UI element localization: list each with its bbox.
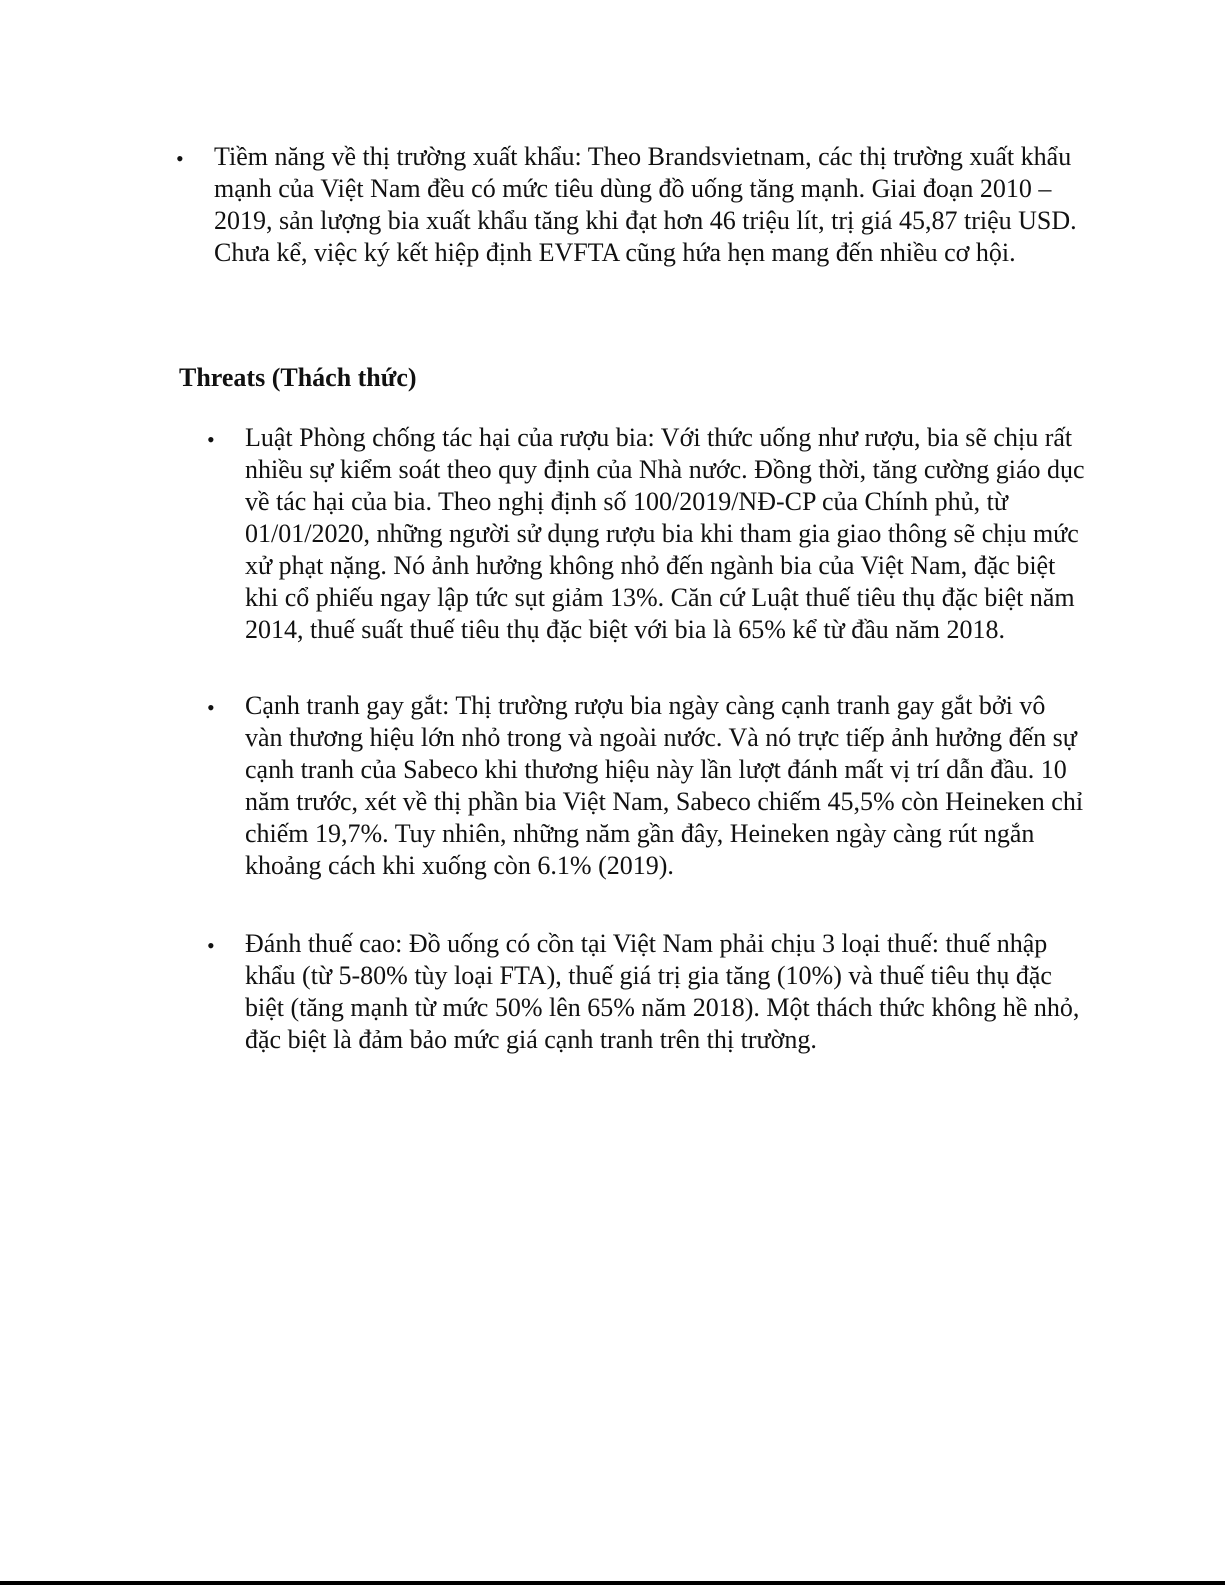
bullet-marker: • xyxy=(207,427,215,452)
bullet-marker: • xyxy=(207,695,215,720)
threats-heading: Threats (Thách thức) xyxy=(179,363,417,392)
threat-competition-paragraph: Cạnh tranh gay gắt: Thị trường rượu bia ngày càng cạnh tranh gay gắt bởi vô vàn thương hiệu lớn nhỏ trong và ngoài nước. Và nó trực tiếp ảnh hưởng đến sự cạnh tranh của Sabeco khi thương hiệu này lần lượt đánh mất vị trí dẫn đầu. 10 năm trước, xét về thị phần bia Việt Nam, Sabeco chiếm 45,5% còn Heineken chỉ chiếm 19,7%. Tuy nhiên, những năm gần đây, Heineken ngày càng rút ngắn khoảng cách khi xuống còn 6.1% (2019). xyxy=(245,691,1084,880)
bottom-border xyxy=(0,1581,1225,1585)
threat-alcohol-law-paragraph: Luật Phòng chống tác hại của rượu bia: Với thức uống như rượu, bia sẽ chịu rất nhiều sự kiểm soát theo quy định của Nhà nước. Đồng thời, tăng cường giáo dục về tác hại của bia. Theo nghị định số 100/2019/NĐ-CP của Chính phủ, từ 01/01/2020, những người sử dụng rượu bia khi tham gia giao thông sẽ chịu mức xử phạt nặng. Nó ảnh hưởng không nhỏ đến ngành bia của Việt Nam, đặc biệt khi cổ phiếu ngay lập tức sụt giảm 13%. Căn cứ Luật thuế tiêu thụ đặc biệt năm 2014, thuế suất thuế tiêu thụ đặc biệt với bia là 65% kể từ đầu năm 2018. xyxy=(245,423,1085,644)
threat-high-tax-paragraph: Đánh thuế cao: Đồ uống có cồn tại Việt Nam phải chịu 3 loại thuế: thuế nhập khẩu (từ 5-80% tùy loại FTA), thuế giá trị gia tăng (10%) và thuế tiêu thụ đặc biệt (tăng mạnh từ mức 50% lên 65% năm 2018). Một thách thức không hề nhỏ, đặc biệt là đảm bảo mức giá cạnh tranh trên thị trường. xyxy=(245,929,1080,1054)
bullet-marker: • xyxy=(176,146,184,171)
export-potential-paragraph: Tiềm năng về thị trường xuất khẩu: Theo Brandsvietnam, các thị trường xuất khẩu mạnh của Việt Nam đều có mức tiêu dùng đồ uống tăng mạnh. Giai đoạn 2010 – 2019, sản lượng bia xuất khẩu tăng khi đạt hơn 46 triệu lít, trị giá 45,87 triệu USD. Chưa kể, việc ký kết hiệp định EVFTA cũng hứa hẹn mang đến nhiều cơ hội. xyxy=(214,142,1077,267)
bullet-marker: • xyxy=(207,933,215,958)
